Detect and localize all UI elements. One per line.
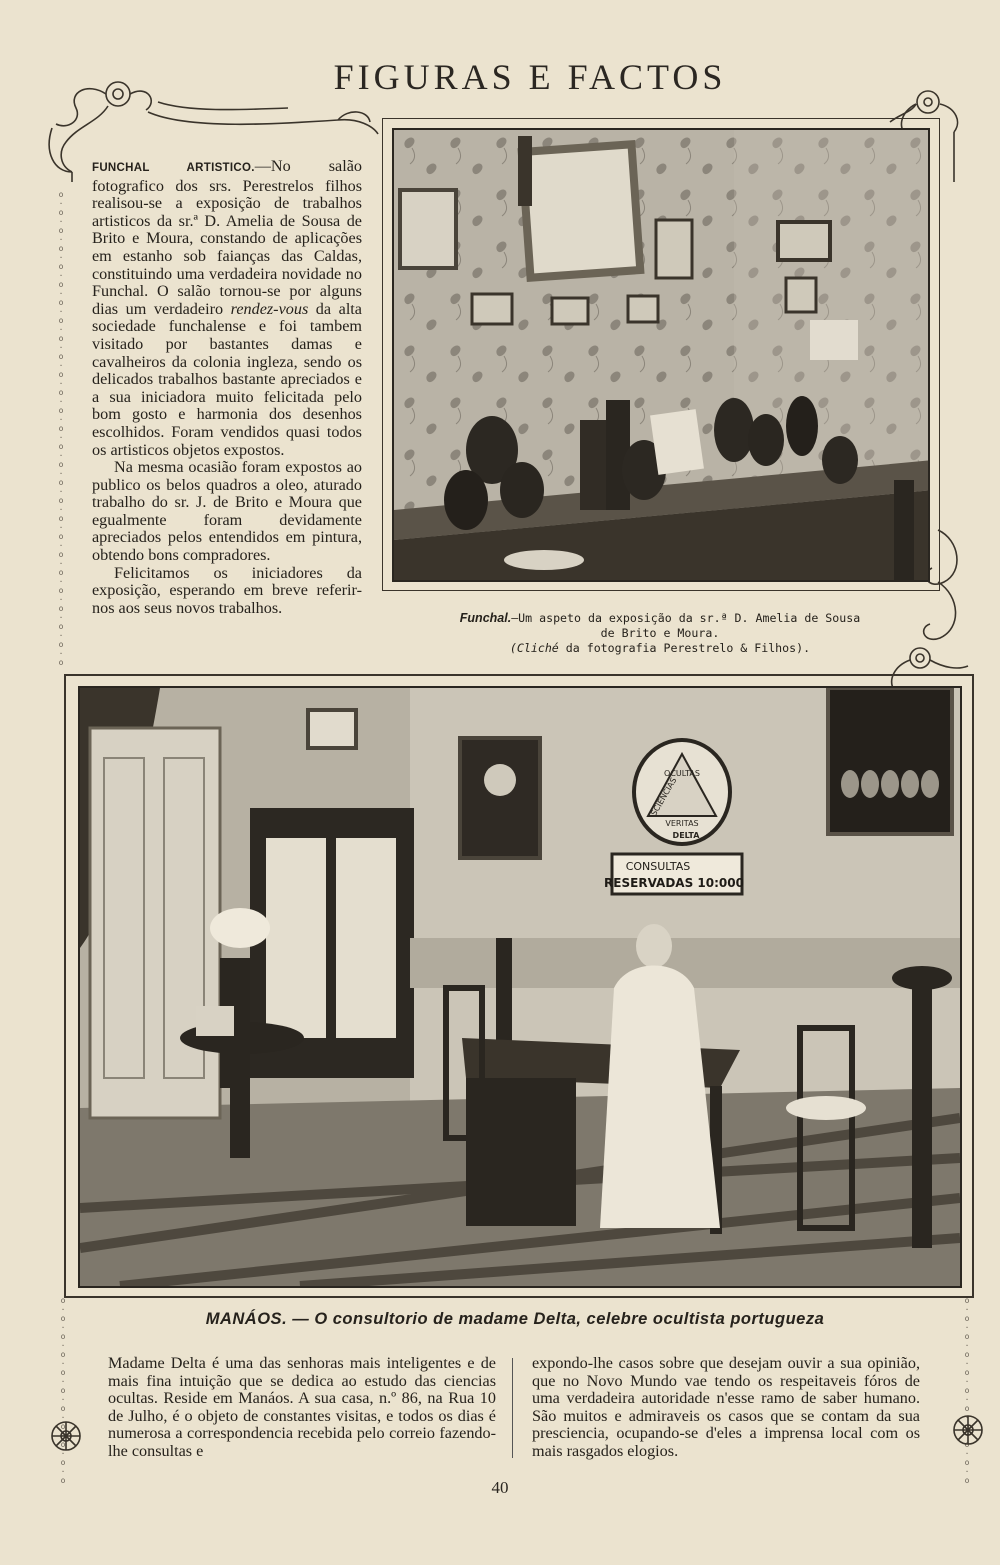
photo-consultorio-madame-delta bbox=[78, 686, 962, 1288]
emblem-mid-text: SCIENCIAS bbox=[649, 776, 679, 818]
article-madame-delta-col1: Madame Delta é uma das senhoras mais inteligentes e de mais fina intuição que se dedica ao estudo das ciencias ocultas. Reside em Manáos. A sua casa, n.º 86, na Rua 10 de Julho, é o objeto de constantes visitas, e todos os dias é numerosa a correspondencia recebida pelo correio fazendo-lhe consultas e bbox=[108, 1354, 496, 1460]
dotted-border-left: o · o · o · o · o · o · o · o · o · o · o · o · o · o · o · o · o · o · o · o · o · o · o · o · o · o · o bbox=[58, 190, 64, 667]
photo-caption-manaos: MANÁOS. — O consultorio de madame Delta, celebre ocultista portugueza bbox=[205, 1310, 825, 1328]
rosette-ornament-lower-right bbox=[950, 1412, 986, 1448]
emblem-top-text: OCULTAS bbox=[664, 769, 700, 778]
article-paragraph: Na mesma ocasião foram expostos ao publico os belos quadros a oleo, aturado trabalho do sr. J. de Brito e Moura que egualmente foram devidamente apreciados pelos entendidos em pintura, obtendo bons compradores. bbox=[92, 458, 362, 565]
dotted-border-lower-left: o · o · o · o · o · o · o · o · o · o · o bbox=[60, 1296, 66, 1485]
photo-exhibition-funchal bbox=[392, 128, 930, 582]
rosette-ornament-lower-left bbox=[48, 1418, 84, 1454]
emblem-delta-text: DELTA bbox=[672, 831, 700, 840]
article-madame-delta-col2: expondo-lhe casos sobre que desejam ouvir a sua opinião, que no Novo Mundo vae tendo os respeitaveis fóros de uma verdadeira autoridade n'esse ramo de saber humano. São muitos e admiraveis os casos que se contam da sua presciencia, ocupando-se d'eles a imprensa local com os mais rasgados elogios. bbox=[532, 1354, 920, 1460]
page-title: FIGURAS E FACTOS bbox=[333, 57, 727, 97]
emblem-veritas-text: VERITAS bbox=[665, 819, 699, 828]
sign-line1: CONSULTAS bbox=[625, 860, 691, 873]
photo-caption-funchal: Funchal.—Um aspeto da exposição da sr.ª D. Amelia de Sousa de Brito e Moura. (Cliché da fotografia Perestrelo & Filhos). bbox=[459, 611, 861, 655]
article-paragraph: Felicitamos os iniciadores da exposição, esperando em breve referir-nos aos seus novos trabalhos. bbox=[92, 563, 362, 617]
page-number: 40 bbox=[491, 1478, 509, 1497]
article-funchal-artistico: FUNCHAL ARTISTICO.—No salão fotografico dos srs. Perestrelos filhos realisou-se a exposição de trabalhos artisticos da sr.ª D. Amelia de Sousa de Brito e Moura, constando de aplicações em estanho sob faianças das Caldas, constituindo uma verdadeira novidade no Funchal. O salão tornou-se por alguns dias um verdadeiro rendez-vous da alta sociedade funchalense e foi tambem visitado por bastantes damas e cavalheiros da colonia ingleza, sendo os delicados trabalhos bastante apreciados e a sua iniciadora muito felicitada pelo bom gosto e harmonia dos desenhos escolhidos. Foram vendidos quasi todos os artisticos objetos expostos. Na mesma ocasião foram expostos ao publico os belos quadros a oleo, aturado trabalho do sr. J. de Brito e Moura que egualmente foram devidamente apreciados pelos entendidos em pintura, obtendo bons compradores. Felicitamos os iniciadores da exposição, esperando em breve referir-nos aos seus novos trabalhos. bbox=[92, 157, 363, 617]
sign-line2: RESERVADAS 10:000 bbox=[604, 876, 744, 890]
dotted-border-lower-right: o · o · o · o · o · o · o · o · o · o · o bbox=[964, 1296, 970, 1485]
column-divider bbox=[512, 1358, 514, 1458]
article-lead: FUNCHAL ARTISTICO. bbox=[92, 162, 255, 174]
